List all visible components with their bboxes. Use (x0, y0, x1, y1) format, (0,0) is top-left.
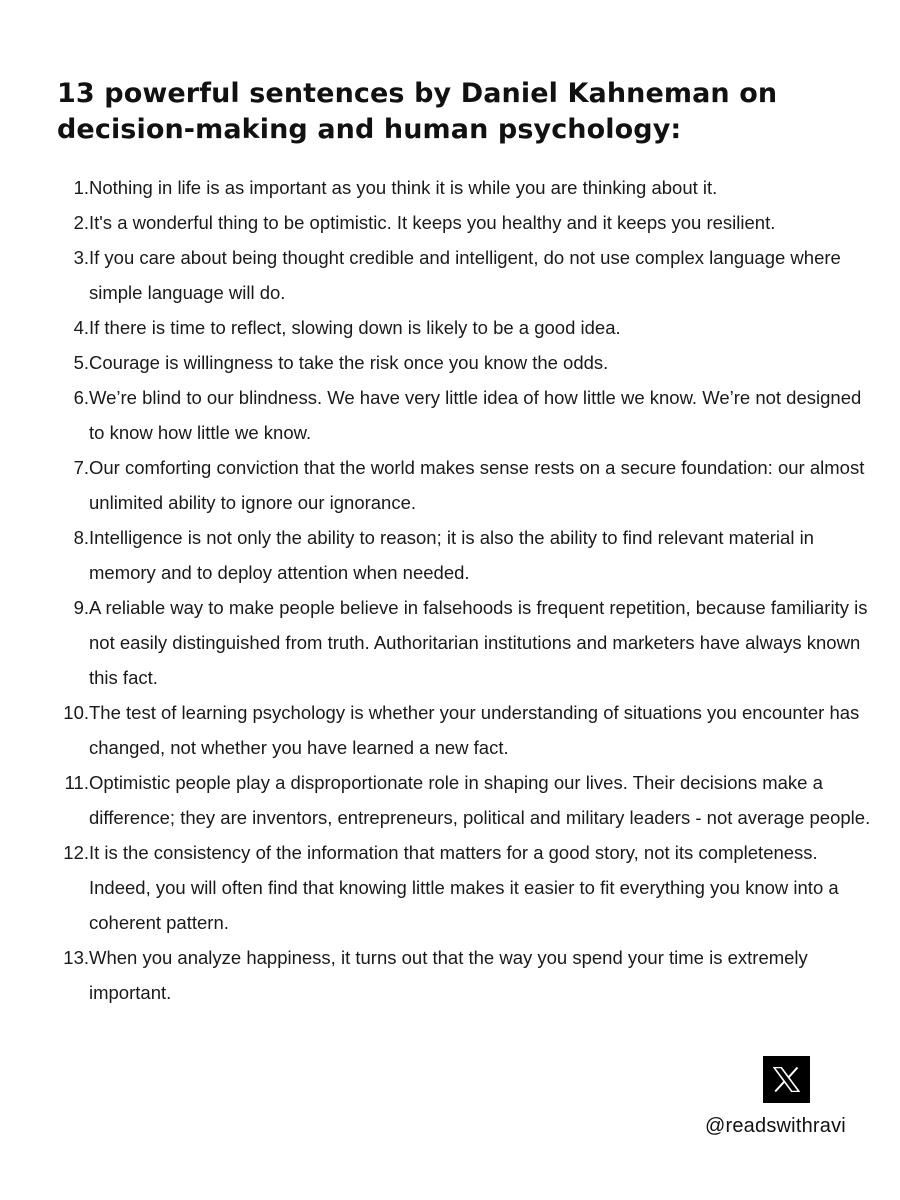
list-item-number: 5. (73, 352, 89, 373)
x-logo-icon (763, 1056, 810, 1103)
list-item (0, 450, 880, 520)
list-item (0, 765, 880, 835)
list-item-text: A reliable way to make people believe in falsehoods is frequent repetition, because familiarity is not easily distinguished from truth. Authoritarian institutions and marketers have always known this fact. (89, 597, 868, 688)
list-item-text: The test of learning psychology is whether your understanding of situations you encounter has changed, not whether you have learned a new fact. (89, 702, 860, 758)
list-item-number: 1. (73, 177, 89, 198)
list-item (0, 835, 880, 940)
page-title: 13 powerful sentences by Daniel Kahneman on decision-making and human psychology: (57, 78, 778, 145)
list-item-text: Intelligence is not only the ability to reason; it is also the ability to find relevant material in memory and to deploy attention when needed. (89, 527, 814, 583)
list-item-number: 8. (73, 527, 89, 548)
list-item-text: We’re blind to our blindness. We have very little idea of how little we know. We’re not designed to know how little we know. (89, 387, 862, 443)
author-handle: @readswithravi (705, 1115, 846, 1137)
list-item (0, 520, 880, 590)
list-item-text: If you care about being thought credible and intelligent, do not use complex language where simple language will do. (89, 247, 841, 303)
list-item (0, 695, 880, 765)
list-item (0, 940, 880, 1010)
list-item-text: Our comforting conviction that the world makes sense rests on a secure foundation: our almost unlimited ability to ignore our ignorance. (89, 457, 865, 513)
list-item (0, 240, 880, 310)
x-logo-glyph (773, 1067, 800, 1092)
list-item-text: It's a wonderful thing to be optimistic. It keeps you healthy and it keeps you resilient. (89, 212, 776, 233)
list-item-number: 11. (64, 772, 89, 793)
quote-list (0, 170, 880, 1010)
list-item-text: It is the consistency of the information that matters for a good story, not its completeness. Indeed, you will often find that knowing little makes it easier to fit everything you know into a coherent pattern. (89, 842, 839, 933)
list-item-text: Optimistic people play a disproportionate role in shaping our lives. Their decisions make a difference; they are inventors, entrepreneurs, political and military leaders - not average people. (89, 772, 871, 828)
list-item-number: 9. (73, 597, 89, 618)
list-item-text: If there is time to reflect, slowing down is likely to be a good idea. (89, 317, 621, 338)
list-item-number: 2. (73, 212, 89, 233)
list-item-text: When you analyze happiness, it turns out that the way you spend your time is extremely important. (89, 947, 808, 1003)
list-item-text: Nothing in life is as important as you think it is while you are thinking about it. (89, 177, 718, 198)
list-item-number: 13. (63, 947, 89, 968)
list-item (0, 380, 880, 450)
list-item-text: Courage is willingness to take the risk once you know the odds. (89, 352, 609, 373)
list-item (0, 310, 880, 345)
list-item-number: 4. (73, 317, 89, 338)
list-item-number: 10. (63, 702, 89, 723)
list-item (0, 345, 880, 380)
list-item-number: 12. (63, 842, 89, 863)
list-item (0, 170, 880, 205)
list-item-number: 7. (73, 457, 89, 478)
list-item-number: 6. (73, 387, 89, 408)
list-item (0, 590, 880, 695)
list-item (0, 205, 880, 240)
list-item-number: 3. (73, 247, 89, 268)
